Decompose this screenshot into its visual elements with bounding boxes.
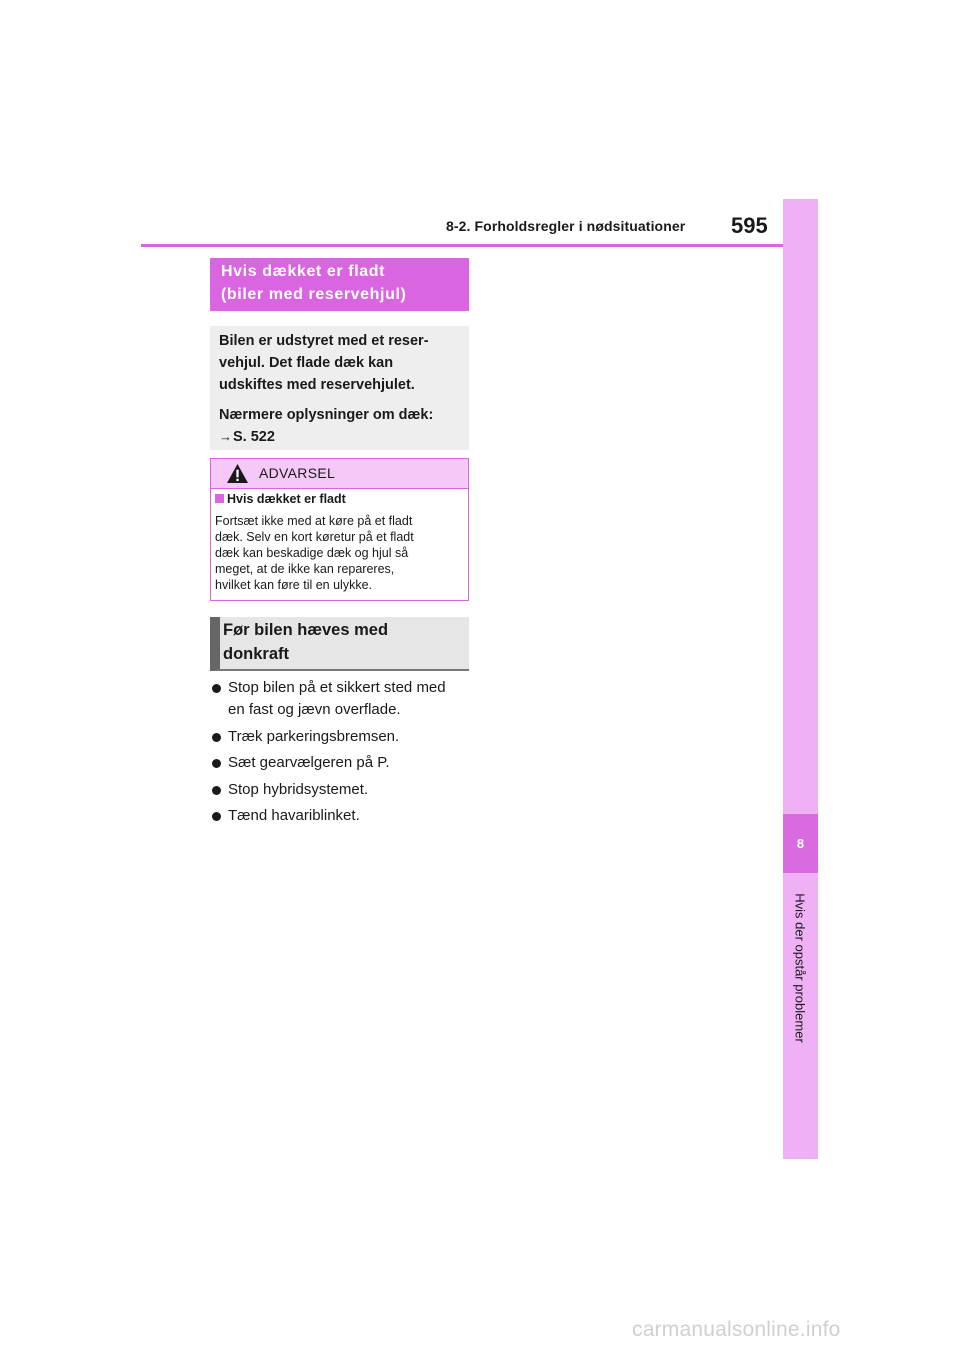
details-label: Nærmere oplysninger om dæk: <box>219 407 434 423</box>
reference-arrow-icon: → <box>219 429 232 444</box>
bullet-dot-icon <box>212 759 221 768</box>
warning-text <box>215 513 463 593</box>
warning-line: meget, at de ikke kan repareres, <box>215 562 395 576</box>
warning-line: hvilket kan føre til en ulykke. <box>215 578 373 592</box>
step-text: Stop hybridsystemet. <box>228 780 369 798</box>
header-divider <box>141 244 784 247</box>
jack-heading-line1: Før bilen hæves med <box>223 621 389 639</box>
section-title: 8-2. Forholdsregler i nødsituationer <box>446 218 686 234</box>
flat-tire-heading-line1: Hvis dækket er fladt <box>221 263 386 280</box>
step-text: Stop bilen på et sikkert sted med <box>228 679 446 696</box>
jack-heading <box>210 617 469 671</box>
warning-title: ADVARSEL <box>259 465 336 481</box>
warning-triangle-icon <box>226 463 249 484</box>
jack-heading-line2: donkraft <box>223 645 289 663</box>
page-reference-link[interactable]: S. 522 <box>233 429 275 445</box>
details-paragraph <box>219 404 459 448</box>
warning-line: dæk. Selv en kort køretur på et fladt <box>215 530 414 544</box>
list-item <box>210 677 475 721</box>
flat-tire-heading <box>210 258 469 311</box>
flat-tire-heading-line2: (biler med reservehjul) <box>221 286 407 303</box>
warning-line: dæk kan beskadige dæk og hjul så <box>215 546 409 560</box>
bullet-dot-icon <box>212 812 221 821</box>
info-line-3: udskiftes med reservehjulet. <box>219 377 415 393</box>
list-item <box>210 726 475 748</box>
bullet-dot-icon <box>212 786 221 795</box>
bullet-dot-icon <box>212 684 221 693</box>
warning-box <box>210 458 469 601</box>
page-number: 595 <box>731 213 768 238</box>
info-line-2: vehjul. Det flade dæk kan <box>219 355 394 371</box>
warning-line: Fortsæt ikke med at køre på et fladt <box>215 514 413 528</box>
step-text-continued: en fast og jævn overflade. <box>228 701 401 718</box>
list-item <box>210 752 475 774</box>
info-line-1: Bilen er udstyret med et reser- <box>219 333 429 349</box>
preparation-steps-list <box>210 677 475 832</box>
watermark: carmanualsonline.info <box>632 1318 841 1341</box>
step-text: Sæt gearvælgeren på P. <box>228 754 390 771</box>
warning-subheading-text: Hvis dækket er fladt <box>227 492 346 506</box>
warning-subheading <box>215 492 346 506</box>
step-text: Træk parkeringsbremsen. <box>228 727 400 745</box>
spare-wheel-info-box <box>210 326 469 450</box>
chapter-title: Hvis der opstår problemer <box>792 893 808 1043</box>
list-item <box>210 805 475 827</box>
chapter-number: 8 <box>783 814 818 873</box>
bullet-dot-icon <box>212 733 221 742</box>
step-text: Tænd havariblinket. <box>228 807 360 824</box>
list-item <box>210 779 475 801</box>
info-paragraph <box>219 330 459 396</box>
warning-header <box>211 459 468 489</box>
square-bullet-icon <box>215 494 224 503</box>
